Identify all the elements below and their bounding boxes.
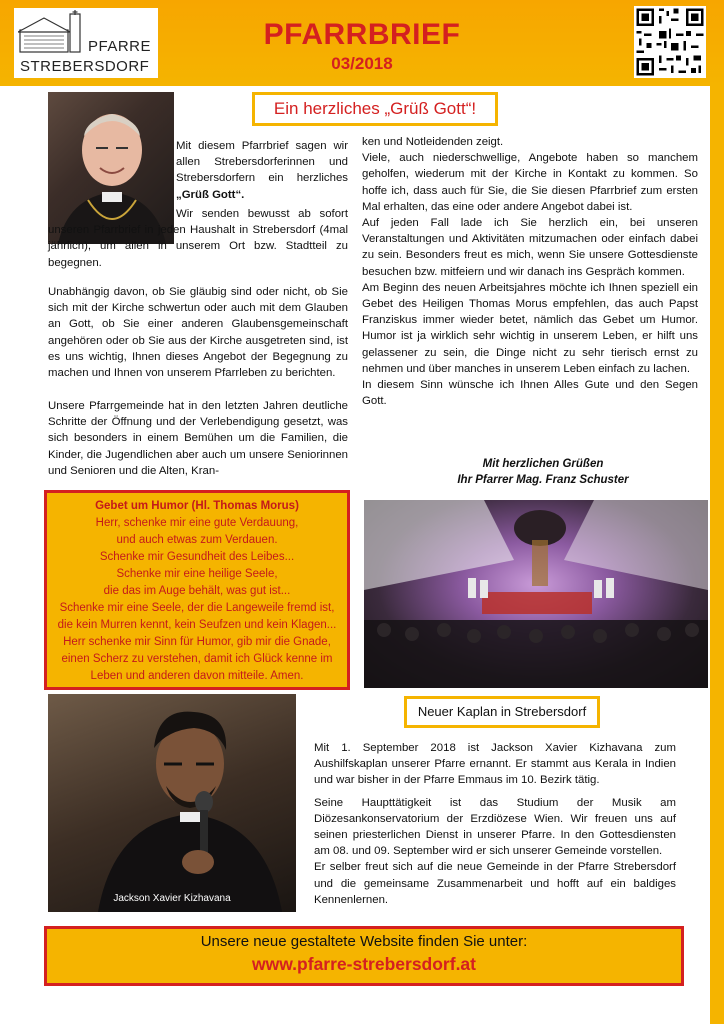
logo-text-pfarre: PFARRE: [88, 38, 152, 55]
prayer-line: die das im Auge behält, was gut ist...: [103, 585, 291, 597]
kaplan-heading: Neuer Kaplan in Strebersdorf: [404, 696, 600, 728]
prayer-line: Schenke mir Gesundheit des Leibes...: [99, 551, 295, 563]
greeting-col2-p3: Auf jeden Fall lade ich Sie herzlich ein, bei unseren Veranstaltungen und Aktivitäten mitzumachen oder einfach dabei zu sein. Besonders freut es mich, wenn Sie unsere Gottesdienste besuchen bzw. mitfeiern und wir danach ins Gespräch kommen.: [362, 217, 698, 278]
issue-number: 03/2018: [331, 54, 393, 73]
website-banner: [44, 926, 684, 986]
newsletter-title: PFARRBRIEF: [263, 18, 461, 51]
website-link[interactable]: www.pfarre-strebersdorf.at: [252, 954, 476, 974]
kaplan-text: [314, 740, 676, 908]
prayer-box: [44, 490, 350, 690]
website-intro: Unsere neue gestaltete Website finden Sie unter:: [200, 933, 528, 950]
greeting-column-2: [362, 134, 698, 409]
prayer-line: Herr schenke mir Sinn für Humor, gib mir die Gnade,: [63, 636, 331, 648]
signature-greeting: Mit herzlichen Grüßen: [482, 458, 604, 470]
greeting-paragraph-3: Unabhängig davon, ob Sie gläubig sind oder nicht, ob Sie sich mit der Kirche schwertun oder auch mit dem Glauben an Gott, ob Sie einer anderen Glaubensgemeinschaft angehören oder ob Sie aus der Kirche ausgetreten sind, ist es uns wichtig, Ihnen dieses Angebot der Begegnung zu machen und Ihnen von unserem Pfarrleben zu berichten.: [48, 286, 348, 380]
signature: [378, 456, 708, 488]
prayer-line: Schenke mir eine heilige Seele,: [116, 568, 278, 580]
greeting-col2-p5: In diesem Sinn wünsche ich Ihnen Alles Gute und den Segen Gott.: [362, 379, 698, 408]
kaplan-paragraph: Er selber freut sich auf die neue Gemeinde in der Pfarre Strebersdorf und die gemeinsame Zusammenarbeit und hofft auf ein baldiges Kennenlernen.: [314, 861, 676, 906]
greeting-heading: Ein herzliches „Grüß Gott“!: [252, 92, 498, 126]
greeting-paragraph-2: Wir senden bewusst ab sofort unseren Pfarrbrief in jeden Haushalt in Strebersdorf (4mal jährlich), um allen in unserem Ort bzw. Stadtteil zu begegnen.: [48, 208, 348, 269]
church-service-photo: [364, 500, 708, 688]
prayer-line: Leben und anderen davon mitteile. Amen.: [90, 670, 304, 682]
kaplan-photo: [48, 694, 296, 912]
logo-text-strebersdorf: STREBERSDORF: [20, 58, 150, 75]
greeting-col2-p4: Am Beginn des neuen Arbeitsjahres möchte ich Ihnen speziell ein Gebet des Heiligen Thomas Morus empfehlen, das auch Papst Franziskus immer wieder betet, nämlich das Gebet um Humor. Humor ist ja wirklich sehr wichtig in unserem Leben, er hilft uns gelassener zu sein, die Dinge nicht zu sehr tierisch ernst zu nehmen und über manches in unserem Leben einfach zu lachen.: [362, 281, 698, 375]
parish-logo: [14, 8, 158, 78]
signature-name: Ihr Pfarrer Mag. Franz Schuster: [457, 474, 629, 486]
qr-code-icon[interactable]: [634, 6, 706, 78]
prayer-line: einen Scherz zu verstehen, damit ich Glück kenne im: [61, 653, 333, 665]
church-icon: [18, 10, 88, 54]
prayer-line: und auch etwas zum Verdauen.: [116, 534, 278, 546]
greeting-paragraph-4: Unsere Pfarrgemeinde hat in den letzten Jahren deutliche Schritte der Öffnung und der Verlebendigung gesetzt, was sich besonders in einem Bemühen um die Familien, die Kinder, die Jugendlichen aber auch um unsere Seniorinnen und Senioren und die Alten, Kran-: [48, 400, 348, 477]
kaplan-paragraph: Seine Haupttätigkeit ist das Studium der Musik am Diözesankonservatorium der Erzdiözese Wien. Wir freuen uns auf seinen priesterlichen Dienst in unserer Pfarre. In den Gottesdiensten am 08. und 09. September wird er sich unserer Gemeinde vorstellen.: [314, 796, 676, 858]
prayer-title: Gebet um Humor (Hl. Thomas Morus): [95, 500, 299, 512]
greeting-col2-p1: ken und Notleidenden zeigt.: [362, 136, 504, 148]
greeting-col2-p2: Viele, auch niederschwellige, Angebote haben so manchem geholfen, wiederum mit der Kirche in Kontakt zu kommen. So hoffe ich, dass auch für Sie, die Sie diesen Pfarrbrief zum ersten Mal erhalten, das eine oder andere Angebot dabei ist.: [362, 152, 698, 213]
prayer-line: die kein Murren kennt, kein Seufzen und kein Klagen...: [57, 619, 337, 631]
greeting-paragraph-1-intro: Mit diesem Pfarrbrief sagen wir allen Strebersdorferinnen und Strebersdorfern ein herzliches „Grüß Gott“.: [176, 140, 348, 201]
prayer-line: Herr, schenke mir eine gute Verdauung,: [95, 517, 299, 529]
kaplan-photo-caption: Jackson Xavier Kizhavana: [113, 893, 231, 904]
prayer-line: Schenke mir eine Seele, der die Langeweile fremd ist,: [59, 602, 335, 614]
kaplan-paragraph: Mit 1. September 2018 ist Jackson Xavier Kizhavana zum Aushilfskaplan unserer Pfarre ernannt. Er stammt aus Kerala in Indien und war bisher in der Pfarre Emmaus im 10. Bezirk tätig.: [314, 742, 676, 787]
side-bar: [710, 86, 724, 1024]
